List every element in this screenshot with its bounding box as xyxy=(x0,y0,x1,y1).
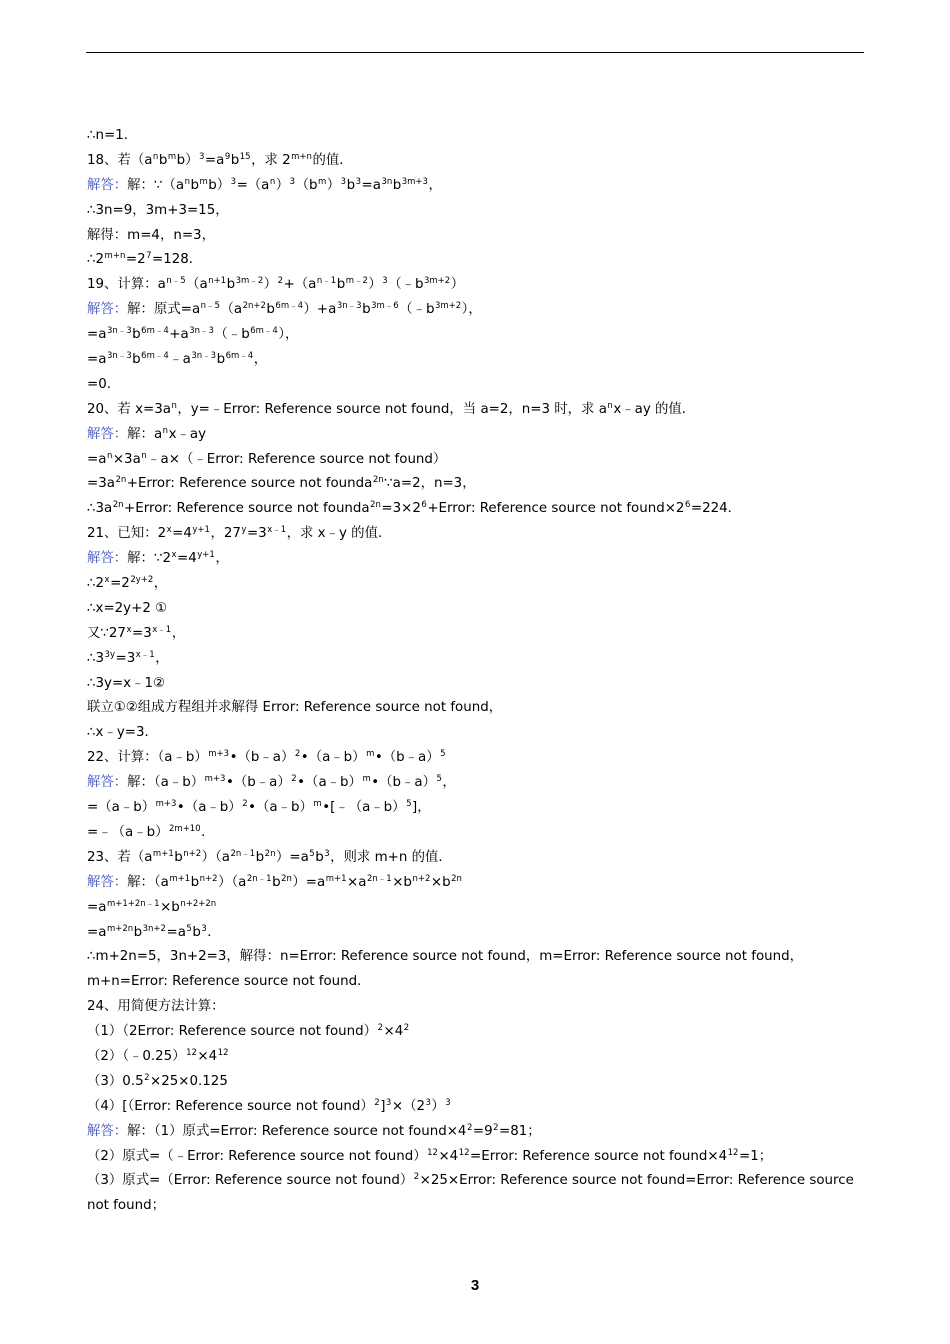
text-line: $(3)0.5^2\times 25\times 0.125$ xyxy=(87,1072,228,1089)
text-line: ∴x=2y+2 ① xyxy=(87,600,168,616)
text-line: 解答：解：（1）原式=Error: Reference source not $found\times 4^2=9^2=81$； xyxy=(87,1122,541,1139)
text-line: 解得：m=4，n=3， xyxy=(87,227,215,243)
answer-label: 解答： xyxy=(87,551,128,567)
text-line: 解答：解：原式$=a^{n﹣5}(a^{2n+2}b^{6m﹣4})+a^{3n﹣3}b^{3m﹣6}(﹣b^{3m+2})$， xyxy=(87,301,482,318)
text-line: $\therefore 3^{3y}=3^{x﹣1}$， xyxy=(87,649,169,666)
text-line: $\therefore 2^{m+n}=2^7=128$． xyxy=(87,251,203,268)
text-line: $=3a^{2n}+Error$: Reference source not founda$^{2n}$∵a=2，n=3， xyxy=(87,475,476,492)
text-line: 22、计算：（a﹣b）$^{m+3}$•（b﹣a）$^2$•（a﹣b）$^m$•（b﹣a）$^5$ xyxy=(87,749,446,766)
text-line: not found； xyxy=(87,1198,165,1214)
answer-label: 解答： xyxy=(87,775,128,791)
header-rule xyxy=(86,52,864,53)
text-line: m+n=Error: Reference source not found． xyxy=(87,974,371,990)
answer-label: 解答： xyxy=(87,874,128,890)
document-body xyxy=(87,124,867,1219)
text-line: ∴x﹣y=3． xyxy=(87,725,158,741)
page-number: 3 xyxy=(470,1277,480,1294)
text-line: $\therefore 3a^{2n}+Error$: Reference source not $founda^{2n}=3\times 2^6+Error$: Reference source not $found\times 2^6=224$． xyxy=(87,500,742,517)
text-line: $=a^n\times 3a^n﹣a\times(﹣Error$: Reference source not found） xyxy=(87,450,447,467)
text-line: $=a^{3n﹣3}b^{6m﹣4}﹣a^{3n﹣3}b^{6m﹣4}$， xyxy=(87,351,268,368)
text-line: 又$\because 27^x=3^{x﹣1}$， xyxy=(87,624,186,641)
text-line: 解答：解：$a^nx﹣ay$ xyxy=(87,425,207,442)
text-line: （3）原式=（Error: Reference source not found）$^2$×25×Error: Reference source not found=Error: Reference source xyxy=(87,1172,854,1189)
text-line: =0． xyxy=(87,376,121,392)
answer-label: 解答： xyxy=(87,302,128,318)
text-line: $\therefore 2^x=2^{2y+2}$， xyxy=(87,575,168,592)
answer-label: 解答： xyxy=(87,1123,128,1139)
text-line: 解答：解：$(a^{m+1}b^{n+2})(a^{2n﹣1}b^{2n})=a^{m+1}\times a^{2n﹣1}\times b^{n+2}\times b^{2n}$ xyxy=(87,873,462,890)
text-line: ∴3y=x﹣1② xyxy=(87,675,166,691)
answer-label: 解答： xyxy=(87,426,128,442)
text-line: 解答：解：$\because 2^x=4^{y+1}$， xyxy=(87,550,229,567)
text-line: （2）原式=（﹣Error: Reference source not $found)^{12}\times 4^{12}=Error$: Reference source not $found\times 4^{12}=1$； xyxy=(87,1147,773,1164)
answer-label: 解答： xyxy=(87,177,128,193)
text-line: 23、若$(a^{m+1}b^{n+2})(a^{2n﹣1}b^{2n})=a^5b^3$，则求 m+n 的值． xyxy=(87,848,452,865)
text-line: 解答：解：（a﹣b）$^{m+3}$•（b﹣a）$^2$•（a﹣b）$^m$•（b﹣a）$^5$， xyxy=(87,774,456,791)
text-line: （4）[（Error: Reference source not $found)^2]^3\times(2^3)^3$ xyxy=(87,1097,451,1114)
text-line: 联立①②组成方程组并求解得 Error: Reference source not found， xyxy=(87,700,503,716)
text-line: 解答：解：$\because(a^nb^mb)^3=(a^n)^3(b^m)^3b^3=a^{3n}b^{3m+3}$， xyxy=(87,176,442,193)
text-line: =﹣（a﹣b）$^{2m+10}$． xyxy=(87,823,215,840)
text-line: ∴n=1． xyxy=(87,128,138,143)
text-line: 19、计算：$a^{n﹣5}(a^{n+1}b^{3m﹣2})^2+(a^{n﹣1}b^{m﹣2})^3(﹣b^{3m+2})$ xyxy=(87,276,465,293)
text-line: （1）（2Error: Reference source not $found)^2\times 4^2$ xyxy=(87,1023,410,1040)
text-line: $=a^{m+2n}b^{3n+2}=a^5b^3$． xyxy=(87,923,221,940)
text-line: ∴m+2n=5，3n+2=3，解得：n=Error: Reference source not found，m=Error: Reference source not found， xyxy=(87,949,804,965)
text-line: 20、若 $x=3a^n$，y=﹣Error: Reference source not found，当 a=2，n=3 时，求 $a^nx﹣ay$ 的值． xyxy=(87,400,696,417)
text-line: =（a﹣b）$^{m+3}$•（a﹣b）$^2$•（a﹣b）$^m$•[﹣（a﹣b）$^5$]， xyxy=(87,799,431,816)
text-line: 24、用简便方法计算： xyxy=(87,999,225,1015)
text-line: $=a^{m+1+2n﹣1}\times b^{n+2+2n}$ xyxy=(87,898,217,915)
text-line: $(2)(﹣0.25)^{12}\times 4^{12}$ xyxy=(87,1047,229,1064)
text-line: ∴3n=9，3m+3=15， xyxy=(87,202,229,218)
text-line: 21、已知：$2^x=4^{y+1}$，$27^y=3^{x﹣1}$，求 x﹣y 的值． xyxy=(87,525,392,542)
text-line: $=a^{3n﹣3}b^{6m﹣4}+a^{3n﹣3}(﹣b^{6m﹣4})$， xyxy=(87,326,299,343)
text-line: 18、若$(a^nb^mb)^3=a^9b^{15}$，求 $2^{m+n}$的值． xyxy=(87,151,353,168)
